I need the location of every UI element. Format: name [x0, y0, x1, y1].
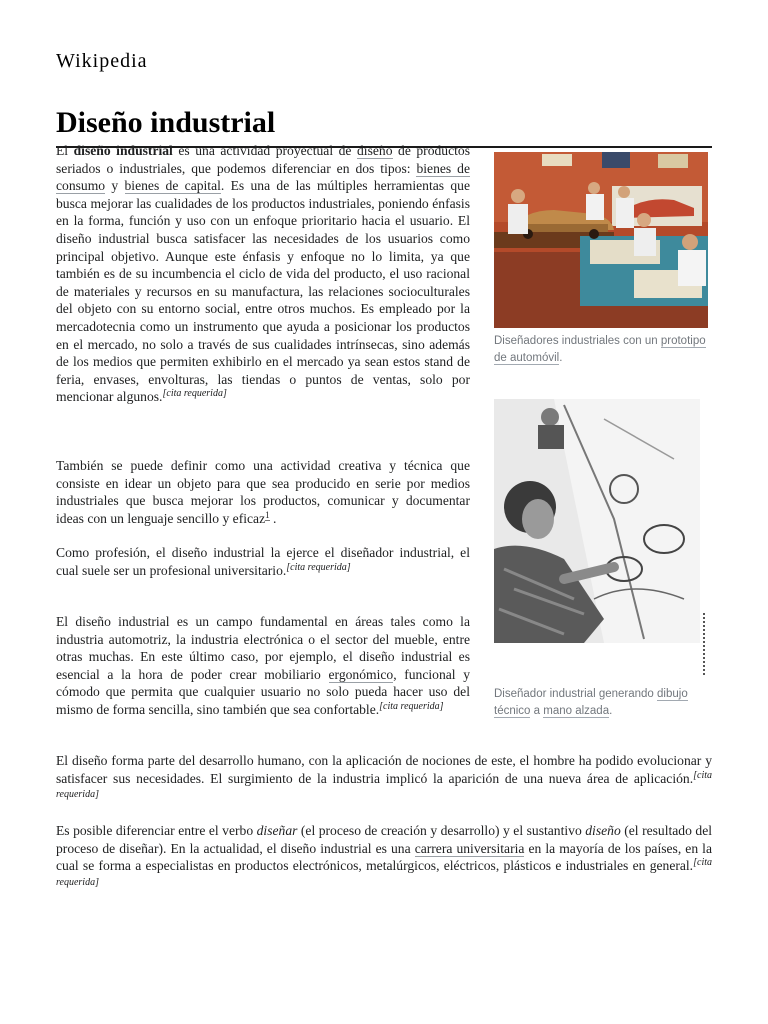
link-mano-alzada[interactable]: mano alzada: [543, 705, 610, 717]
citation-needed[interactable]: [cita requerida]: [56, 857, 712, 888]
link-bienes-de-consumo[interactable]: bienes de consumo: [56, 160, 470, 194]
citation-needed[interactable]: [cita requerida]: [286, 561, 351, 573]
page-title: Diseño industrial: [56, 106, 712, 148]
photo-designer-sketching[interactable]: [494, 399, 708, 681]
paragraph-intro: El diseño industrial es una actividad proyectual de diseño de productos seriados o industriales, que podemos diferenciar en dos tipos: bienes de consumo y bienes de capital. Es una de las múltiples herramientas que busca mejorar las cualidades de los productos industriales, poniendo énfasis en la forma, función y uso con un enfoque prioritario hacia el usuario. El diseño industrial busca satisfacer las necesidades de los usuarios como principal objetivo. Aunque este énfasis y enfoque no lo limita, ya que también es de su incumbencia el ciclo de vida del producto, el uso racional de materiales y recursos en su manufactura, las relaciones socioculturales del objeto con su entorno social, entre otros muchos. Es empleado por la mercadotecnia como un instrumento que ayuda a posicionar los productos en el mercado, no solo a través de sus cualidades intrínsecas, sino además de los medios que permiten exhibirlo en el mercado ya sean estos stand de feria, envases, envolturas, las tiendas o puntos de ventas, solo por mencionar algunos.[cita requerida]: [56, 143, 471, 405]
paragraph-profession: Como profesión, el diseño industrial la ejerce el diseñador industrial, el cual suele ser un profesional universitario.[cita requerida]: [56, 545, 470, 578]
link-prototipo-de-automovil[interactable]: prototipo de automóvil: [494, 335, 706, 364]
photo-designers-car-prototype[interactable]: [494, 152, 708, 328]
citation-needed[interactable]: [cita requerida]: [379, 700, 444, 712]
reference-1[interactable]: 1: [265, 509, 270, 520]
paragraph-verb-noun: Es posible diferenciar entre el verbo diseñar (el proceso de creación y desarrollo) y el sustantivo diseño (el resultado del proceso de diseñar). En la actualidad, el diseño industrial es una carrera universitaria en la mayoría de los países, en la cual se forma a especialistas en productos electrónicos, metalúrgicos, eléctricos, plásticos e industriales en general.[cita requerida]: [56, 823, 713, 888]
paragraph-human-development: El diseño forma parte del desarrollo humano, con la aplicación de nociones de este, el hombre ha podido evolucionar y satisfacer sus necesidades. El surgimiento de la industria implicó la aparición de una nueva área de aplicación.[cita requerida]: [56, 753, 712, 801]
figure-car-prototype: [494, 152, 708, 367]
link-diseno[interactable]: diseño: [357, 143, 393, 158]
citation-needed[interactable]: [cita requerida]: [162, 388, 227, 400]
citation-needed[interactable]: [cita requerida]: [56, 769, 712, 801]
link-carrera-universitaria[interactable]: carrera universitaria: [414, 840, 525, 856]
bw-photo-illustration: [494, 399, 708, 681]
term-bold: diseño industrial: [73, 143, 173, 158]
paragraph-fields: El diseño industrial es un campo fundamental en áreas tales como la industria automotriz, la industria electrónica o el sector del mueble, entre otras muchas. En este último caso, por ejemplo, el diseño industrial es esencial a la hora de poder crear mobiliario ergonómico, funcional y cómodo que permita que cualquier usuario no solo pueda hacer uso del mismo de forma sencilla, sino también que sea confortable.[cita requerida]: [56, 614, 471, 717]
figure-designer-sketching: [494, 399, 708, 720]
link-ergonomico[interactable]: ergonómico: [328, 666, 394, 682]
paragraph-definition: También se puede definir como una actividad creativa y técnica que consiste en idear un objeto para que sea producido en serie por medios industriales que busca mejorar los productos, comunicar y documentar ideas con un lenguaje sencillo y eficaz$^1$ .: [56, 458, 470, 526]
photo-illustration: [494, 152, 708, 328]
figure-caption-car-prototype: Diseñadores industriales con un prototipo de automóvil.: [494, 335, 706, 364]
link-dibujo-tecnico[interactable]: dibujo técnico: [494, 688, 688, 717]
figure-caption-designer-sketching: Diseñador industrial generando dibujo técnico a mano alzada.: [494, 688, 688, 717]
link-bienes-de-capital[interactable]: bienes de capital: [124, 178, 221, 194]
wikipedia-wordmark[interactable]: Wikipedia: [56, 50, 148, 72]
